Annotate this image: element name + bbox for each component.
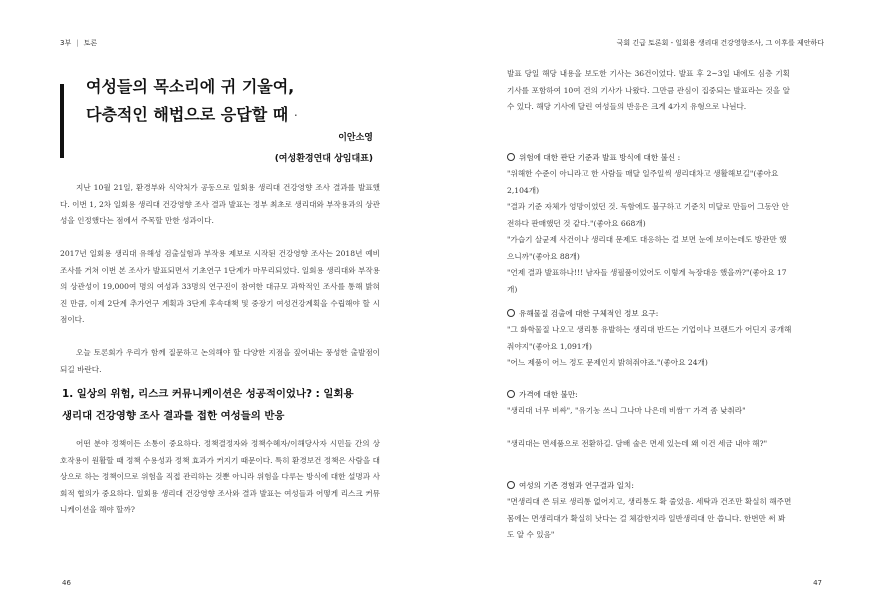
running-head-part: 3부 <box>60 39 72 47</box>
reaction-comment: "언제 결과 발표하나!!! 남자들 생필품이었어도 이렇게 늑장대응 했을까?"(좋아요 17개) <box>507 268 787 294</box>
title-mark: · <box>294 111 298 120</box>
body-paragraph: 2017년 일회용 생리대 유해성 검출실험과 부작용 제보로 시작된 건강영향 조사는 2018년 예비조사를 거쳐 이번 본 조사가 발표되면서 기초연구 1단계가 마무리되었다. 일회용 생리대와 부작용의 상관성이 19,000여 명의 여성과 33명의 연구진이 참여한 대규모 과학적인 조사를 통해 밝혀진 만큼, 이제 2단계 추가연구 계획과 3단계 후속대책 및 중장기 여성건강계획을 수립해야 할 시점이다. <box>60 249 380 325</box>
page-number-right: 47 <box>813 579 822 587</box>
article-title-line2-text: 다층적인 해법으로 응답할 때 <box>86 105 289 124</box>
reaction-group-heading <box>507 150 792 167</box>
reaction-comment: "생리대는 면세품으로 전환하길. 담배 술은 면세 있는데 왜 이건 세금 내야 해?" <box>507 439 768 448</box>
title-accent-bar <box>60 84 64 158</box>
circle-bullet-icon <box>507 481 515 489</box>
body-paragraph: 오늘 토론회가 우리가 함께 질문하고 논의해야 할 다양한 지점을 짚어내는 풍성한 출발점이 되길 바란다. <box>60 348 380 374</box>
circle-bullet-icon <box>507 153 515 161</box>
body-paragraph: 지난 10월 21일, 환경부와 식약처가 공동으로 일회용 생리대 건강영향 조사 결과를 발표했다. 이번 1, 2차 일회용 생리대 건강영향 조사 결과 발표는 정부 최초로 생리대와 부작용과의 상관성을 인정했다는 점에서 주목할 만한 성과이다. <box>60 183 380 226</box>
running-head-separator: | <box>76 39 79 47</box>
article-title-line2 <box>86 102 297 125</box>
section-heading-line2: 생리대 건강영향 조사 결과를 접한 여성들의 반응 <box>62 410 285 422</box>
running-head-section: 토론 <box>83 39 98 47</box>
right-intro-paragraph: 발표 당일 해당 내용을 보도한 기사는 36건이었다. 발표 후 2~3일 내에도 심층 기획기사를 포함하여 10여 건의 기사가 나왔다. 그만큼 관심이 집중되는 발표라는 것을 알 수 있다. 해당 기사에 달린 여성들의 반응은 크게 4가지 유형으로 나뉜다. <box>507 69 790 112</box>
page-number-left: 46 <box>62 579 71 587</box>
right-running-head: 국회 긴급 토론회 - 일회용 생리대 건강영향조사, 그 이후를 제안하다 <box>616 39 824 47</box>
body-paragraph: 어떤 분야 정책이든 소통이 중요하다. 정책결정자와 정책수혜자/이해당사자 시민들 간의 상호작용이 원활할 때 정책 수용성과 정책 효과가 커지기 때문이다. 특히 환경보건 정책은 사람을 대상으로 하는 정책이므로 위험을 직접 관리하는 것뿐 아니라 위험을 다루는 방식에 대한 설명과 사회적 협의가 중요하다. 일회용 생리대 건강영향 조사와 결과 발표는 여성들과 어떻게 리스크 커뮤니케이션을 해야 할까? <box>60 439 380 515</box>
reaction-group-heading <box>507 387 792 404</box>
reaction-comment: "그 화학물질 나오고 생리통 유발하는 생리대 반드는 기업이나 브랜드가 어딘지 공개해줘야지"(좋아요 1,091개) <box>507 325 792 351</box>
reaction-group-heading-text: 여성의 기존 경험과 연구결과 일치: <box>519 481 634 490</box>
left-running-head <box>60 38 97 48</box>
reaction-group-heading-text: 위험에 대한 판단 기준과 발표 방식에 대한 불신 : <box>519 153 681 162</box>
author-name: 이안소영 <box>338 133 373 143</box>
reaction-group-heading-text: 유해물질 검출에 대한 구체적인 정보 요구: <box>519 309 659 318</box>
circle-bullet-icon <box>507 390 515 398</box>
reaction-comment: "가습기 살균제 사건이나 생리대 문제도 대응하는 걸 보면 눈에 보이는데도 방관만 했으니까"(좋아요 88개) <box>507 235 787 261</box>
article-title-line1: 여성들의 목소리에 귀 기울여, <box>86 77 295 96</box>
reaction-comment: "위해한 수준이 아니라고 한 사람들 매달 일주일씩 생리대차고 생활해보길"(좋아요 2,104개) <box>507 169 779 195</box>
reaction-group-heading <box>507 306 792 323</box>
reaction-comment: "어느 제품이 어느 정도 문제인지 밝혀줘야죠."(좋아요 24개) <box>507 358 708 367</box>
reaction-group-heading <box>507 478 792 495</box>
reaction-comment: "생리대 너무 비싸", "유기농 쓰니 그나마 나은데 비쌈ㅜ 가격 좀 낮춰라" <box>507 406 746 415</box>
section-heading-line1: 1. 일상의 위험, 리스크 커뮤니케이션은 성공적이었나? : 일회용 <box>62 388 354 400</box>
reaction-group-heading-text: 가격에 대한 불만: <box>519 390 578 399</box>
author-affiliation: (여성환경연대 상임대표) <box>274 154 373 164</box>
reaction-comment: "면생리대 쓴 뒤로 생리통 없어지고, 생리통도 확 줄었음. 세탁과 건조만 확실히 해주면 몸에는 면생리대가 확실히 낫다는 걸 체감한지라 일반생리대 안 씁니다. 한번만 써 봐도 알 수 있음" <box>507 497 792 540</box>
reaction-comment: "결과 기준 자체가 엉망이었던 것. 독함에도 불구하고 기준치 미달로 만들어 그동안 안전하다 판매했던 것 같다."(좋아요 668개) <box>507 202 789 228</box>
circle-bullet-icon <box>507 309 515 317</box>
